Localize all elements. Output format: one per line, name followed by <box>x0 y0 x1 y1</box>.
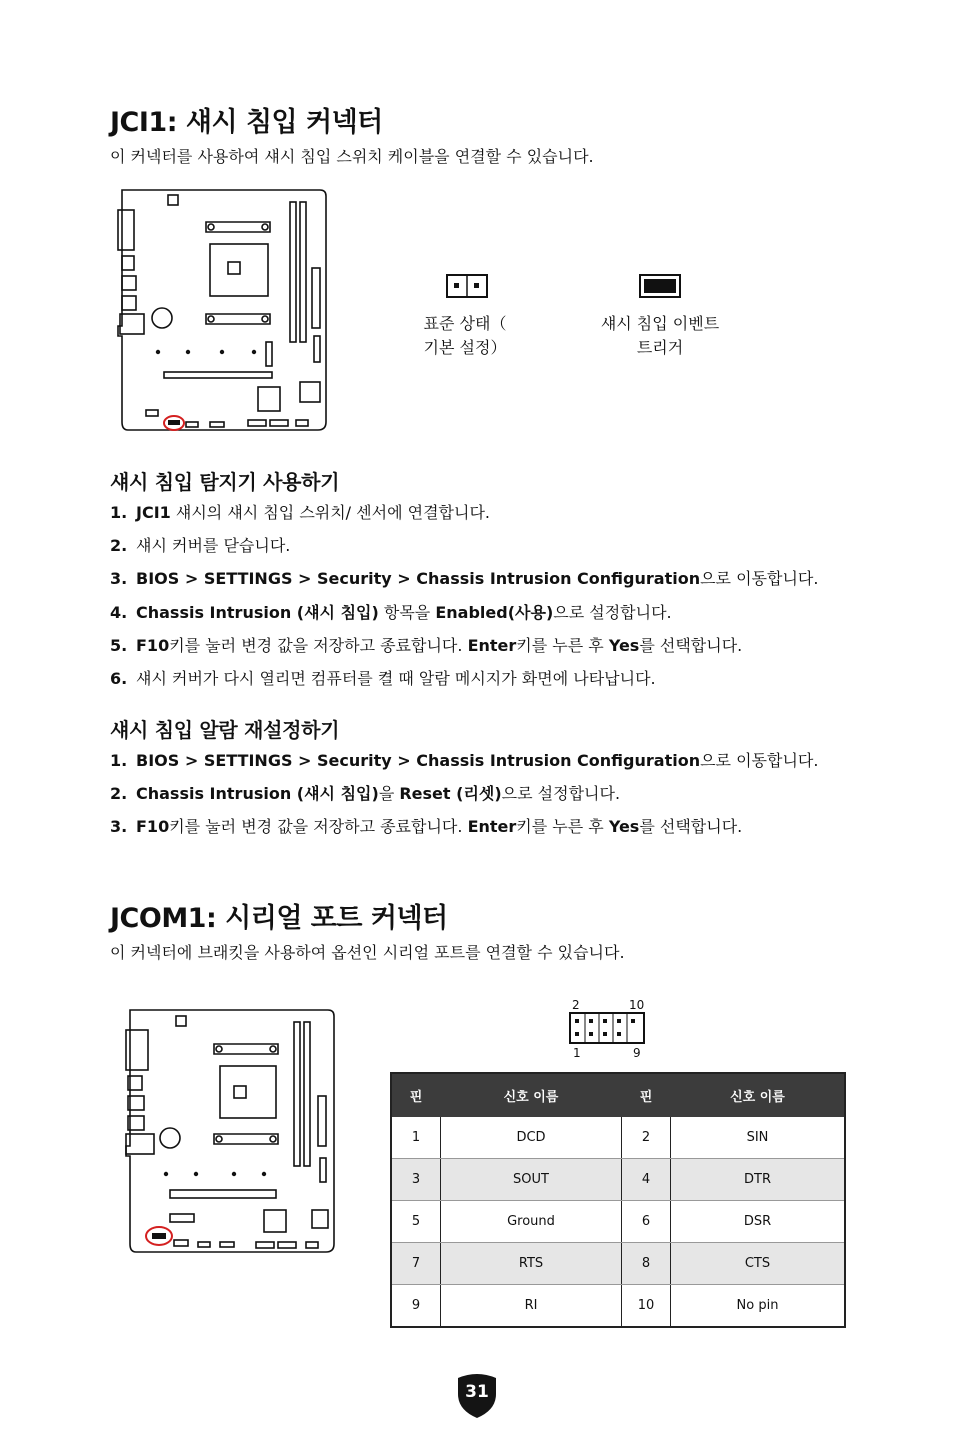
use-step-2: 2. 섀시 커버를 닫습니다. <box>110 536 291 555</box>
connector-triggered-icon <box>639 274 681 298</box>
use-step-5: 5. F10키를 눌러 변경 값을 저장하고 종료합니다. Enter키를 누른 후 Yes를 선택합니다. <box>110 636 743 655</box>
table-row <box>391 1243 845 1285</box>
table-cell: CTS <box>671 1243 846 1285</box>
table-cell: DCD <box>441 1117 622 1159</box>
table-cell: No pin <box>671 1285 846 1328</box>
column-header: 핀 <box>391 1073 441 1117</box>
normal-state-caption: 표준 상태（ 기본 설정） <box>423 314 507 357</box>
table-cell: SOUT <box>441 1159 622 1201</box>
reset-section-title: 섀시 침입 알람 재설정하기 <box>110 718 340 742</box>
column-header: 핀 <box>622 1073 671 1117</box>
column-header: 신호 이름 <box>671 1073 846 1117</box>
column-header: 신호 이름 <box>441 1073 622 1117</box>
table-cell: 6 <box>622 1201 671 1243</box>
jci1-description: 이 커넥터를 사용하여 섀시 침입 스위치 케이블을 연결할 수 있습니다. <box>110 147 594 166</box>
table-cell: 4 <box>622 1159 671 1201</box>
table-row <box>391 1285 845 1328</box>
pin-label-2: 2 <box>572 998 580 1012</box>
jcom1-description: 이 커넥터에 브래킷을 사용하여 옵션인 시리얼 포트를 연결할 수 있습니다. <box>110 943 625 962</box>
pin-definition-table <box>390 1072 846 1328</box>
table-row <box>391 1201 845 1243</box>
use-section-title: 섀시 침입 탐지기 사용하기 <box>110 470 340 494</box>
use-step-1: 1. JCI1 섀시의 섀시 침입 스위치/ 센서에 연결합니다. <box>110 503 490 522</box>
page-number-badge <box>456 1372 498 1418</box>
serial-pin-header-icon <box>569 1012 647 1046</box>
reset-step-3: 3. F10키를 눌러 변경 값을 저장하고 종료합니다. Enter키를 누른 후 Yes를 선택합니다. <box>110 817 743 836</box>
motherboard-diagram-jcom1 <box>122 1006 338 1258</box>
table-row <box>391 1117 845 1159</box>
intrusion-event-caption: 섀시 침입 이벤트 트리거 <box>600 314 720 357</box>
pin-label-10: 10 <box>629 998 645 1012</box>
table-cell: RTS <box>441 1243 622 1285</box>
pin-label-9: 9 <box>633 1046 641 1060</box>
table-cell: SIN <box>671 1117 846 1159</box>
page-number: 31 <box>465 1382 489 1402</box>
table-header-row <box>391 1073 845 1117</box>
pin-label-1: 1 <box>573 1046 581 1060</box>
jci1-title: JCI1: 섀시 침입 커넥터 <box>110 107 383 138</box>
table-cell: 8 <box>622 1243 671 1285</box>
table-cell: 3 <box>391 1159 441 1201</box>
connector-normal-icon <box>446 274 488 298</box>
table-cell: DTR <box>671 1159 846 1201</box>
table-cell: 5 <box>391 1201 441 1243</box>
table-cell: 10 <box>622 1285 671 1328</box>
table-cell: DSR <box>671 1201 846 1243</box>
table-cell: 7 <box>391 1243 441 1285</box>
reset-step-2: 2. Chassis Intrusion (섀시 침입)을 Reset (리셋)으로 설정합니다. <box>110 784 621 803</box>
use-step-4: 4. Chassis Intrusion (섀시 침입) 항목을 Enabled(사용)으로 설정합니다. <box>110 603 672 622</box>
motherboard-diagram-jci1 <box>114 186 330 436</box>
use-step-6: 6. 섀시 커버가 다시 열리면 컴퓨터를 켤 때 알람 메시지가 화면에 나타납니다. <box>110 669 656 688</box>
reset-step-1: 1. BIOS > SETTINGS > Security > Chassis Intrusion Configuration으로 이동합니다. <box>110 751 819 770</box>
table-row <box>391 1159 845 1201</box>
table-cell: RI <box>441 1285 622 1328</box>
table-cell: 2 <box>622 1117 671 1159</box>
use-step-3: 3. BIOS > SETTINGS > Security > Chassis Intrusion Configuration으로 이동합니다. <box>110 569 819 588</box>
jcom1-title: JCOM1: 시리얼 포트 커넥터 <box>110 903 448 934</box>
table-cell: Ground <box>441 1201 622 1243</box>
table-cell: 9 <box>391 1285 441 1328</box>
table-cell: 1 <box>391 1117 441 1159</box>
